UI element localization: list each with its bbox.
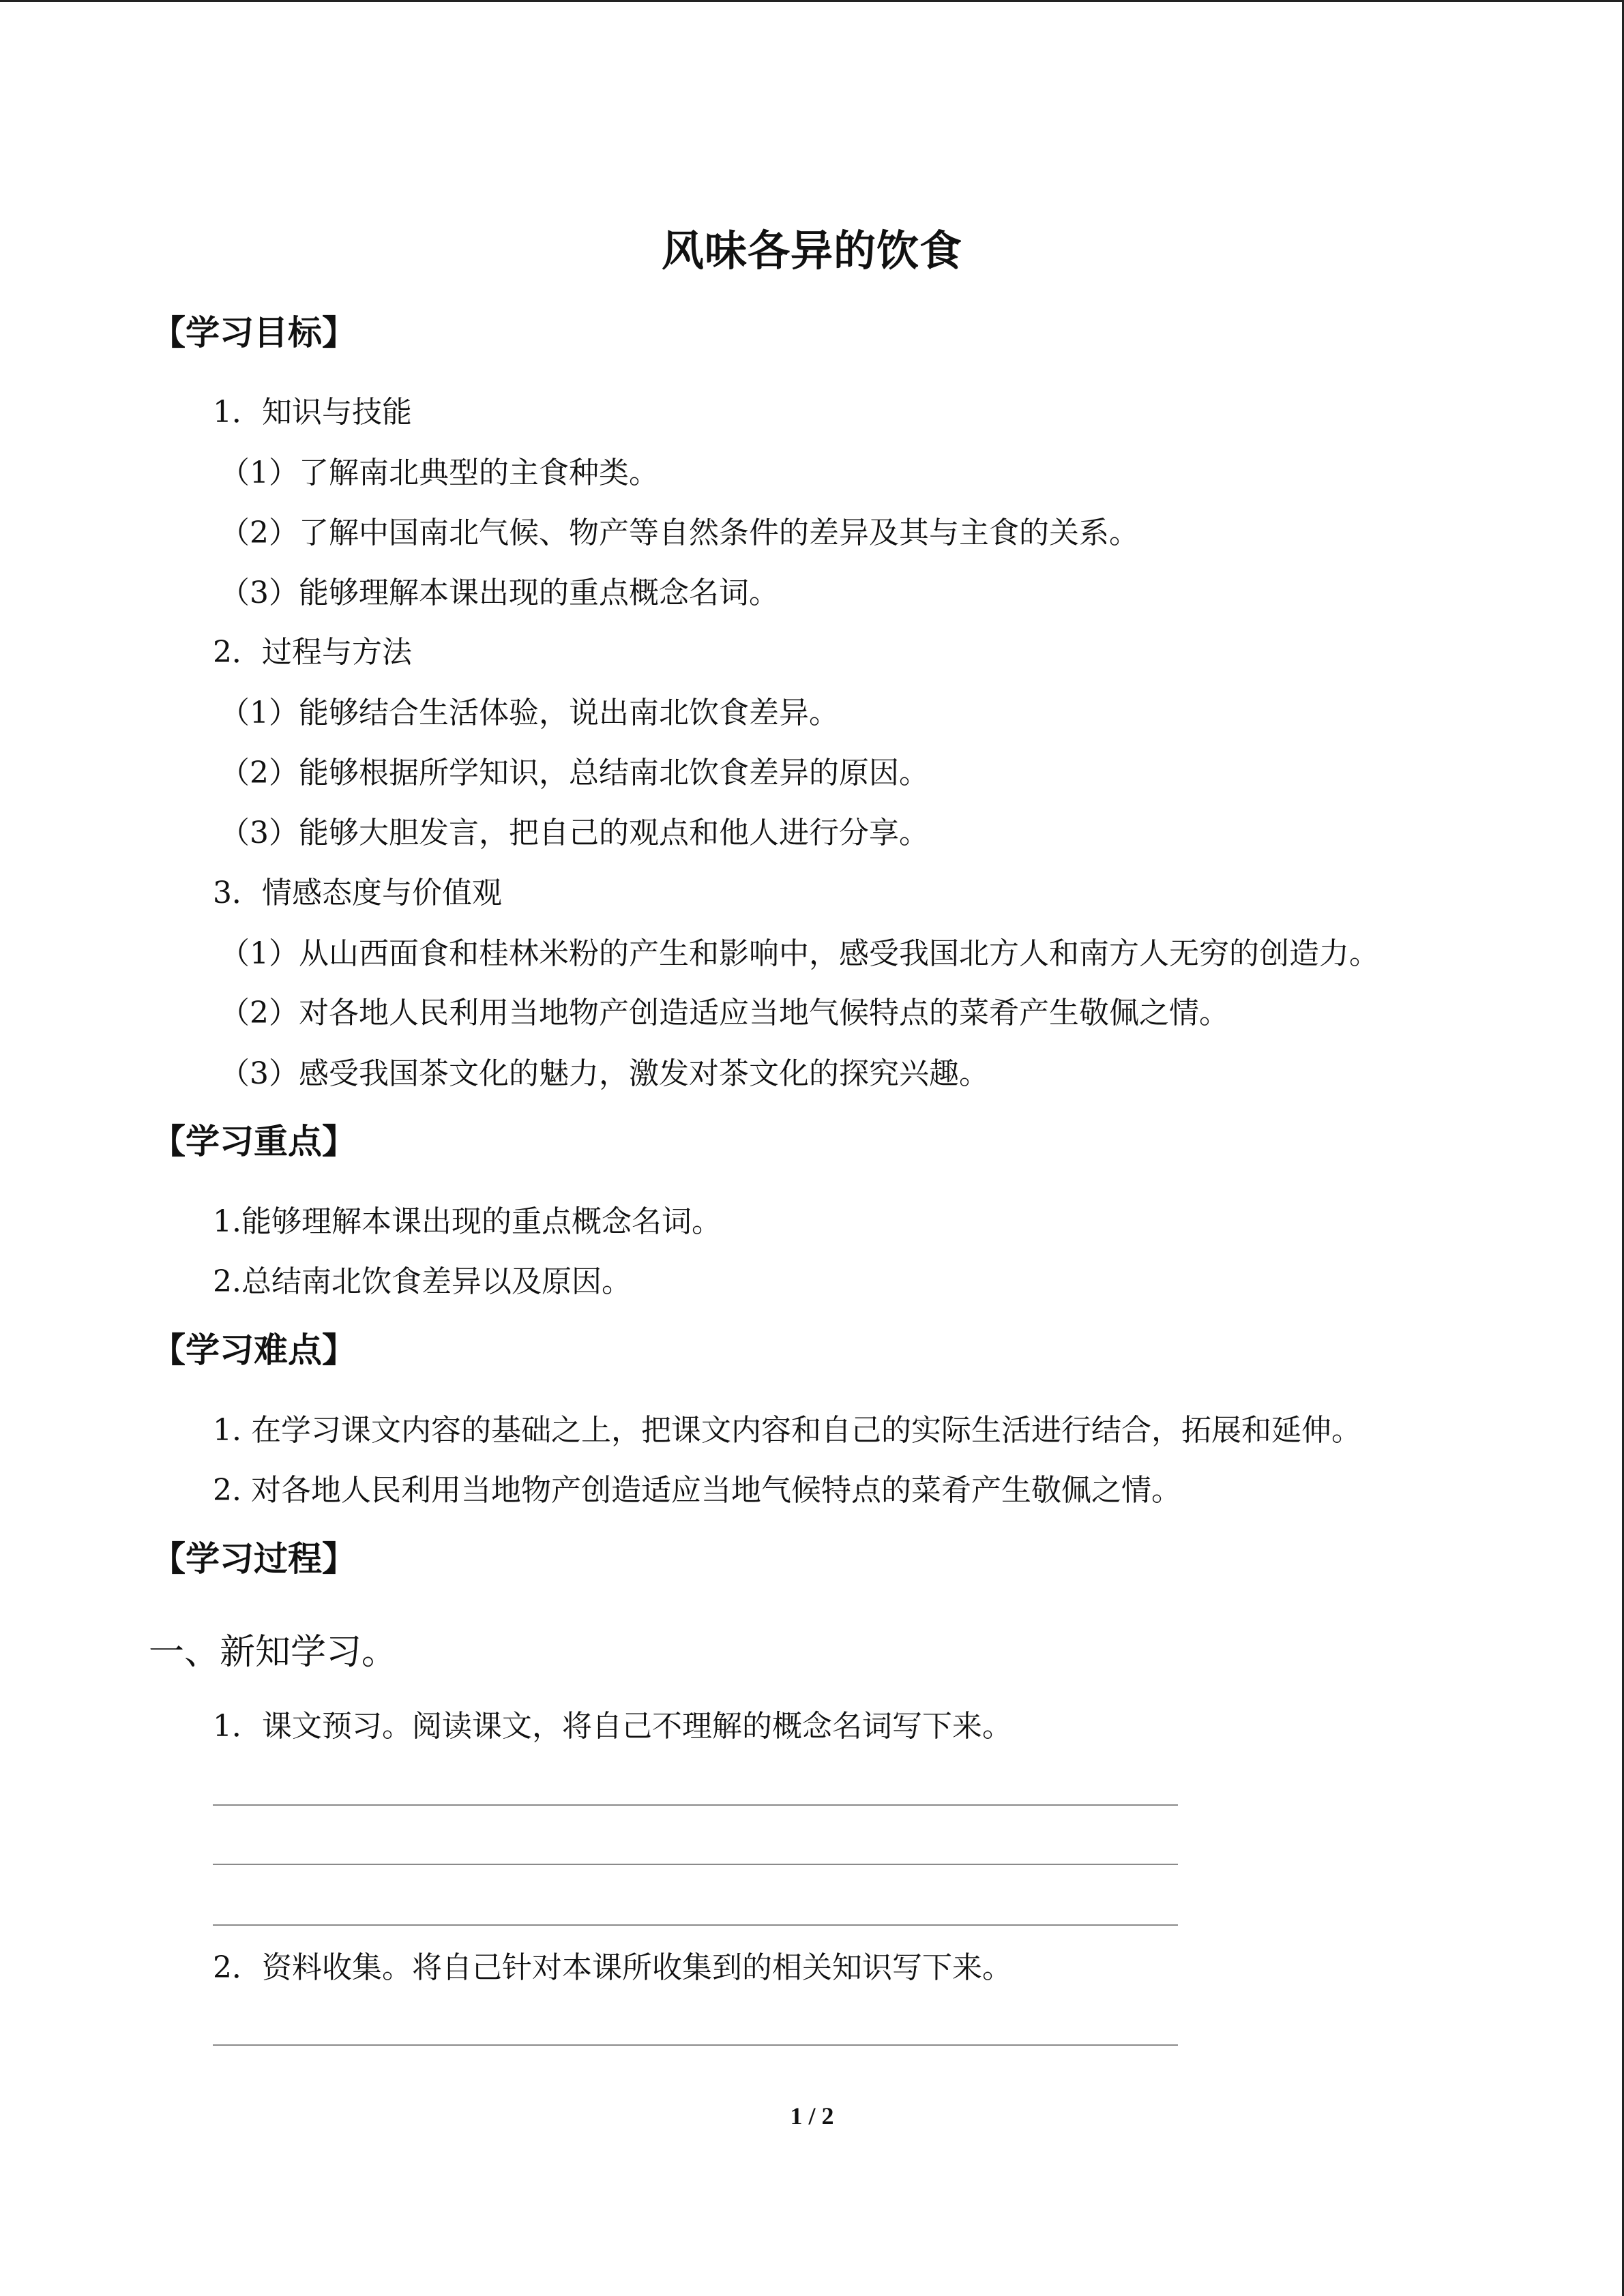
answer-line[interactable] xyxy=(213,1804,1178,1806)
objective-item: （3）能够大胆发言，把自己的观点和他人进行分享。 xyxy=(220,816,929,850)
difficulty-item: 1. 在学习课文内容的基础之上，把课文内容和自己的实际生活进行结合，拓展和延伸。 xyxy=(213,1413,1361,1448)
objective-item: （3）能够理解本课出现的重点概念名词。 xyxy=(220,576,779,610)
objective-group-label: 2．过程与方法 xyxy=(213,635,412,670)
task-item: 1．课文预习。阅读课文，将自己不理解的概念名词写下来。 xyxy=(213,1709,1012,1744)
key-points-heading: 【学习重点】 xyxy=(151,1122,356,1161)
objective-item: （2）能够根据所学知识，总结南北饮食差异的原因。 xyxy=(220,756,929,790)
process-heading: 【学习过程】 xyxy=(151,1539,356,1579)
part-title: 一、新知学习。 xyxy=(149,1632,398,1673)
objectives-heading: 【学习目标】 xyxy=(151,313,356,353)
objective-group-label: 1．知识与技能 xyxy=(213,395,412,430)
objective-item: （1）从山西面食和桂林米粉的产生和影响中，感受我国北方人和南方人无穷的创造力。 xyxy=(220,936,1379,971)
page-number: 1 / 2 xyxy=(790,2102,834,2130)
answer-line[interactable] xyxy=(213,2044,1178,2046)
task-item: 2．资料收集。将自己针对本课所收集到的相关知识写下来。 xyxy=(213,1950,1012,1985)
objective-item: （2）对各地人民利用当地物产创造适应当地气候特点的菜肴产生敬佩之情。 xyxy=(220,996,1229,1030)
objective-item: （3）感受我国茶文化的魅力，激发对茶文化的探究兴趣。 xyxy=(220,1056,989,1091)
page-border-top xyxy=(0,0,1624,2)
objective-item: （1）能够结合生活体验，说出南北饮食差异。 xyxy=(220,696,839,730)
objective-group-label: 3．情感态度与价值观 xyxy=(213,876,502,910)
difficulty-item: 2. 对各地人民利用当地物产创造适应当地气候特点的菜肴产生敬佩之情。 xyxy=(213,1473,1181,1508)
key-point-item: 1.能够理解本课出现的重点概念名词。 xyxy=(213,1204,722,1239)
answer-line[interactable] xyxy=(213,1924,1178,1926)
difficulties-heading: 【学习难点】 xyxy=(151,1330,356,1370)
page-title: 风味各异的饮食 xyxy=(661,226,962,275)
objective-item: （1）了解南北典型的主食种类。 xyxy=(220,456,659,490)
key-point-item: 2.总结南北饮食差异以及原因。 xyxy=(213,1264,632,1299)
objective-item: （2）了解中国南北气候、物产等自然条件的差异及其与主食的关系。 xyxy=(220,516,1139,550)
answer-line[interactable] xyxy=(213,1864,1178,1865)
